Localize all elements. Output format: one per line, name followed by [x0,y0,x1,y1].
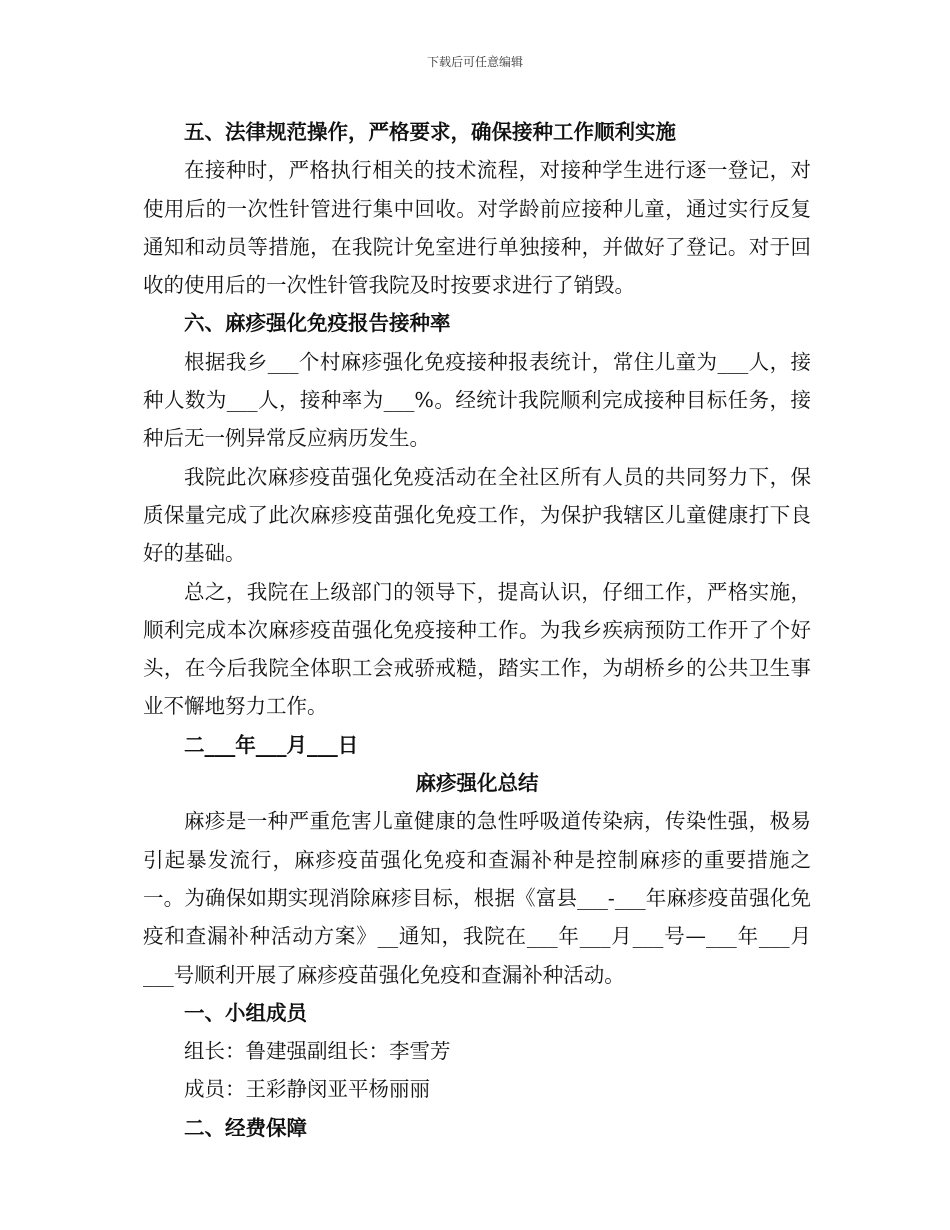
document-body [143,113,811,1147]
page-header-note: 下载后可任意编辑 [426,55,523,69]
group-members-heading: 一、小组成员 [184,1000,307,1025]
summary-intro-paragraph: 麻疹是一种严重危害儿童健康的急性呼吸道传染病，传染性强，极易引起暴发流行，麻疹疫苗强化免疫和查漏补种是控制麻疹的重要措施之一。为确保如期实现消除麻疹目标，根据《富县___-___年麻疹疫苗强化免疫和查漏补种活动方案》__通知，我院在___年___月___号—___年___月___号顺利开展了麻疹疫苗强化免疫和查漏补种活动。 [143,809,811,987]
section5-paragraph: 在接种时，严格执行相关的技术流程，对接种学生进行逐一登记，对使用后的一次性针管进行集中回收。对学龄前应接种儿童，通过实行反复通知和动员等措施，在我院计免室进行单独接种，并做好了登记。对于回收的使用后的一次性针管我院及时按要求进行了销毁。 [143,158,811,298]
section6-paragraph-3: 总之，我院在上级部门的领导下，提高认识，仔细工作，严格实施，顺利完成本次麻疹疫苗强化免疫接种工作。为我乡疾病预防工作开了个好头，在今后我院全体职工会戒骄戒糙，踏实工作，为胡桥乡的公共卫生事业不懈地努力工作。 [143,579,811,719]
section6-paragraph-2: 我院此次麻疹疫苗强化免疫活动在全社区所有人员的共同努力下，保质保量完成了此次麻疹疫苗强化免疫工作，为保护我辖区儿童健康打下良好的基础。 [143,464,811,566]
section6-paragraph-1: 根据我乡___个村麻疹强化免疫接种报表统计，常住儿童为___人，接种人数为___人，接种率为___%。经统计我院顺利完成接种目标任务，接种后无一例异常反应病历发生。 [143,349,811,451]
section5-heading: 五、法律规范操作，严格要求，确保接种工作顺利实施 [184,120,676,144]
summary-title: 麻疹强化总结 [415,771,539,796]
section6-heading: 六、麻疹强化免疫报告接种率 [184,311,451,336]
group-leaders-line: 组长：鲁建强副组长：李雪芳 [184,1039,451,1064]
group-members-line: 成员：王彩静闵亚平杨丽丽 [184,1077,430,1102]
date-line: 二___年___月___日 [184,732,359,757]
funding-heading: 二、经费保障 [184,1115,307,1140]
